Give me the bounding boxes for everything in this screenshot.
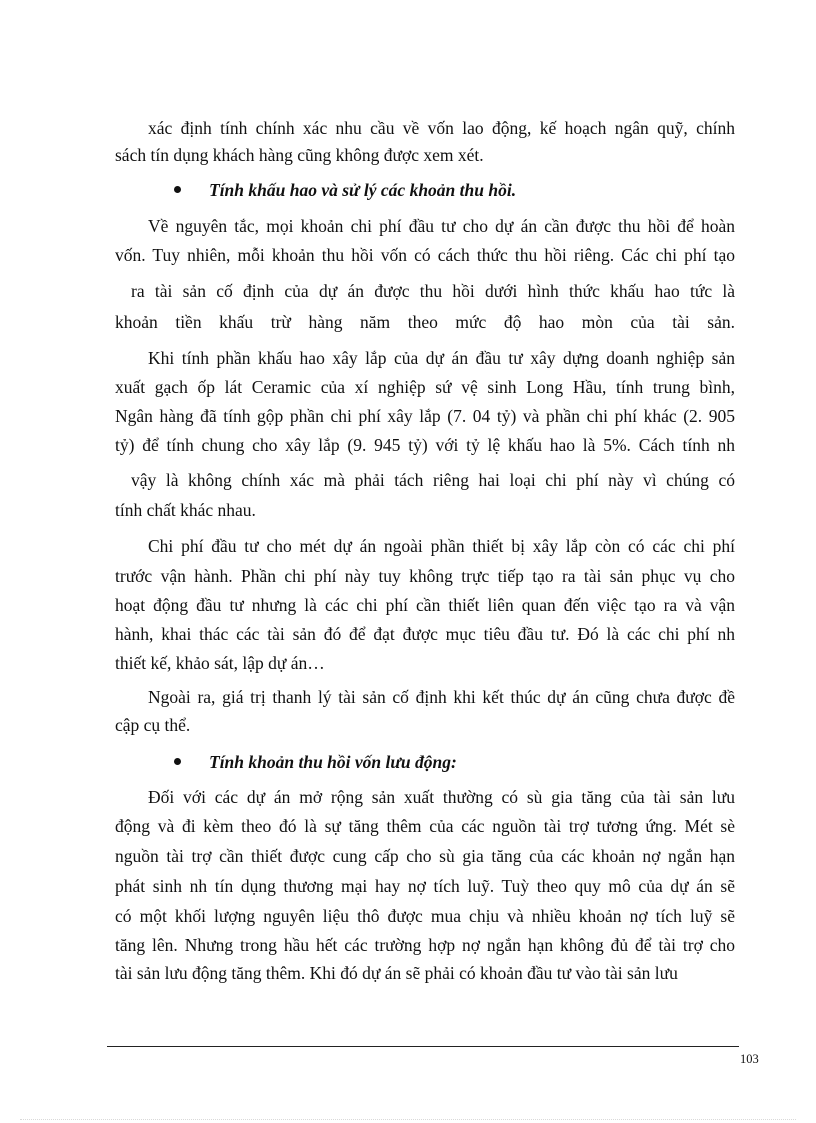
p6-line-5: có một khối lượng nguyên liệu thô được mua chịu và nhiều khoản nợ tích luỹ sẽ: [115, 906, 735, 926]
p2-line-2: vốn. Tuy nhiên, mỗi khoản thu hồi vốn có cách thức thu hồi riêng. Các chi phí tạo: [115, 245, 735, 265]
p6-line-7: tài sản lưu động tăng thêm. Khi đó dự án sẽ phải có khoản đầu tư vào tài sản lưu: [115, 963, 678, 983]
section-heading-depreciation: Tính khấu hao và sử lý các khoản thu hồi.: [209, 180, 517, 200]
p4-line-4: hành, khai thác các tài sản đó để đạt được mục tiêu đầu tư. Đó là các chi phí nh: [115, 624, 735, 644]
p3-line-5: vậy là không chính xác mà phải tách riêng hai loại chi phí này vì chúng có: [131, 470, 735, 490]
p1-line-1: xác định tính chính xác nhu cầu về vốn lao động, kế hoạch ngân quỹ, chính: [148, 118, 735, 138]
footer-divider: [107, 1046, 739, 1047]
p6-line-2: động và đi kèm theo đó là sự tăng thêm của các nguồn tài trợ tương ứng. Mét sè: [115, 816, 735, 836]
p4-line-2: trước vận hành. Phần chi phí này tuy không trực tiếp tạo ra tài sản phục vụ cho: [115, 566, 735, 586]
p6-line-1: Đối với các dự án mở rộng sản xuất thường có sù gia tăng của tài sản lưu: [148, 787, 735, 807]
p6-line-3: nguồn tài trợ cần thiết được cung cấp cho sù gia tăng của các khoản nợ ngắn hạn: [115, 846, 735, 866]
p2-line-4: khoản tiền khấu trừ hàng năm theo mức độ hao mòn của tài sản.: [115, 312, 735, 332]
p3-line-4: tỷ) để tính chung cho xây lắp (9. 945 tỷ) với tỷ lệ khấu hao là 5%. Cách tính nh: [115, 435, 735, 455]
p6-line-4: phát sinh nh tín dụng thương mại hay nợ tích luỹ. Tuỳ theo quy mô của dự án sẽ: [115, 876, 735, 896]
bullet-icon: [174, 186, 181, 193]
page-bottom-edge: [20, 1119, 796, 1120]
p2-line-1: Về nguyên tắc, mọi khoản chi phí đầu tư cho dự án cần được thu hồi để hoàn: [148, 216, 735, 236]
p3-line-1: Khi tính phần khấu hao xây lắp của dự án đầu tư xây dựng doanh nghiệp sản: [148, 348, 735, 368]
p2-line-3: ra tài sản cố định của dự án được thu hồi dưới hình thức khấu hao tức là: [131, 281, 735, 301]
bullet-icon: [174, 758, 181, 765]
p5-line-1: Ngoài ra, giá trị thanh lý tài sản cố định khi kết thúc dự án cũng chưa được đề: [148, 687, 735, 707]
section-heading-working-capital: Tính khoản thu hồi vốn lưu động:: [209, 752, 457, 772]
p3-line-6: tính chất khác nhau.: [115, 500, 256, 520]
p5-line-2: cập cụ thể.: [115, 715, 191, 735]
p4-line-1: Chi phí đầu tư cho mét dự án ngoài phần thiết bị xây lắp còn có các chi phí: [148, 536, 735, 556]
p1-line-2: sách tín dụng khách hàng cũng không được xem xét.: [115, 145, 484, 165]
p4-line-5: thiết kế, khảo sát, lập dự án…: [115, 653, 325, 673]
p3-line-3: Ngân hàng đã tính gộp phần chi phí xây lắp (7. 04 tỷ) và phần chi phí khác (2. 905: [115, 406, 735, 426]
page-number: 103: [740, 1052, 759, 1066]
p3-line-2: xuất gạch ốp lát Ceramic của xí nghiệp sứ vệ sinh Long Hầu, tính trung bình,: [115, 377, 735, 397]
p6-line-6: tăng lên. Nhưng trong hầu hết các trường hợp nợ ngắn hạn không đủ để tài trợ cho: [115, 935, 735, 955]
p4-line-3: hoạt động đầu tư nhưng là các chi phí cần thiết liên quan đến việc tạo ra và vận: [115, 595, 735, 615]
